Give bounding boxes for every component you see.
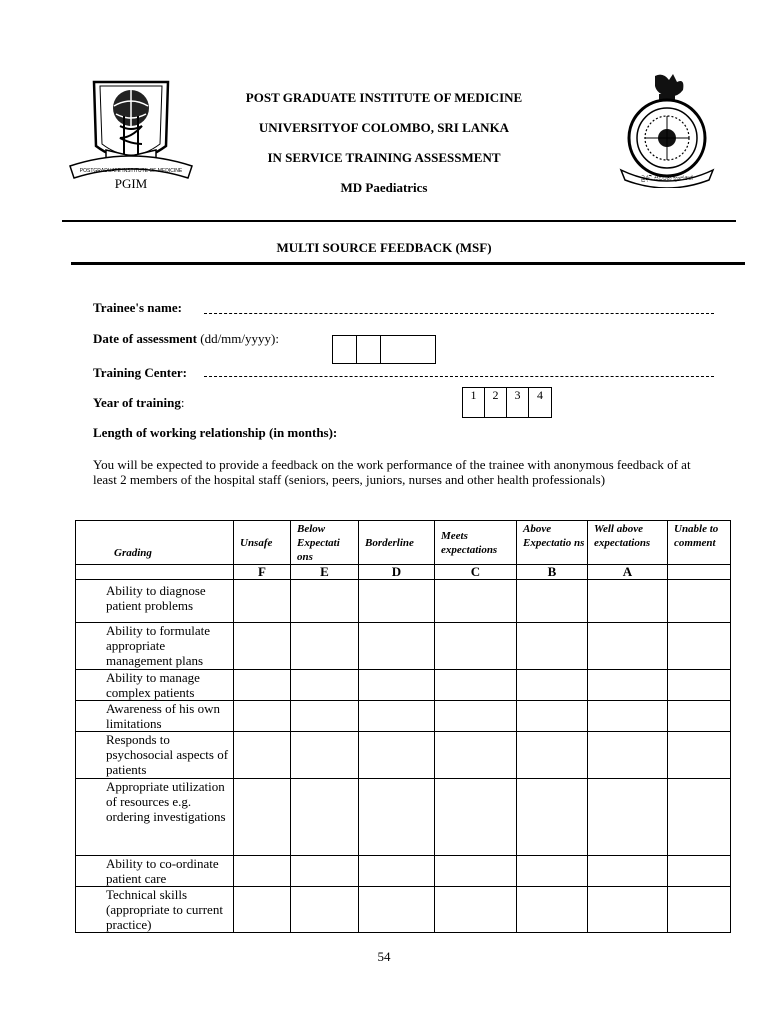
rating-cell[interactable] [234,670,291,701]
rating-cell[interactable] [291,623,359,670]
col-header-borderline: Borderline [359,521,435,565]
form-title: MULTI SOURCE FEEDBACK (MSF) [276,240,492,255]
grade-letter-a: A [588,565,668,580]
year-label-group [93,395,185,411]
rating-cell[interactable] [588,623,668,670]
col-header-unable: Unable to comment [668,521,731,565]
rating-cell[interactable] [435,701,517,732]
rating-cell[interactable] [435,887,517,933]
institute-name: POST GRADUATE INSTITUTE OF MEDICINE [245,90,523,105]
rating-cell[interactable] [517,732,588,779]
rating-cell[interactable] [668,887,731,933]
rating-cell[interactable] [517,701,588,732]
grading-table [75,520,731,933]
col-header-above: Above Expectatio ns [517,521,588,565]
table-row [76,887,731,933]
rating-cell[interactable] [517,779,588,856]
rating-cell[interactable] [517,580,588,623]
rating-cell[interactable] [359,670,435,701]
year-option-2[interactable]: 2 [485,388,507,417]
assessment-type: IN SERVICE TRAINING ASSESSMENT [267,150,501,165]
logo-pgim-text: PGIM [114,176,148,190]
rating-cell[interactable] [359,701,435,732]
grading-label: Grading [114,547,152,559]
grade-letter-d: D [359,565,435,580]
header-divider [62,220,736,222]
rating-cell[interactable] [359,779,435,856]
rating-cell[interactable] [517,670,588,701]
title-divider [71,262,745,265]
date-label-group [93,331,279,347]
col-header-unsafe: Unsafe [234,521,291,565]
letter-row [76,565,731,580]
criterion-label: Ability to manage complex patients [76,670,234,701]
programme-name: MD Paediatrics [340,180,428,195]
criterion-label: Awareness of his own limitations [76,701,234,732]
rating-cell[interactable] [359,580,435,623]
rating-cell[interactable] [359,887,435,933]
rating-cell[interactable] [291,732,359,779]
date-day-box[interactable] [333,336,357,363]
rating-cell[interactable] [234,887,291,933]
rating-cell[interactable] [435,856,517,887]
logo-motto-text: බුද්ධි සර්වත්‍ර භ්‍රාජතේ [640,175,694,182]
rating-cell[interactable] [668,856,731,887]
criterion-label: Ability to formulate appropriate management plans [76,623,234,670]
rating-cell[interactable] [517,887,588,933]
date-label: Date of assessment [93,331,197,346]
year-label: Year of training [93,395,181,410]
training-center-field[interactable] [204,376,714,377]
year-option-1[interactable]: 1 [463,388,485,417]
rating-cell[interactable] [291,580,359,623]
rating-cell[interactable] [588,779,668,856]
rating-cell[interactable] [668,580,731,623]
grade-letter-b: B [517,565,588,580]
grade-letter-unable [668,565,731,580]
rating-cell[interactable] [668,670,731,701]
col-header-well-above: Well above expectations [588,521,668,565]
rating-cell[interactable] [668,623,731,670]
grade-letter-f: F [234,565,291,580]
table-row [76,779,731,856]
rating-cell[interactable] [517,856,588,887]
date-format: (dd/mm/yyyy): [196,331,279,346]
criterion-label: Responds to psychosocial aspects of patients [76,732,234,779]
training-center-label: Training Center: [93,365,187,380]
rating-cell[interactable] [517,623,588,670]
rating-cell[interactable] [234,856,291,887]
rating-cell[interactable] [291,856,359,887]
table-row [76,580,731,623]
trainee-name-field[interactable] [204,313,714,314]
rating-cell[interactable] [668,779,731,856]
rating-cell[interactable] [588,580,668,623]
date-month-box[interactable] [357,336,381,363]
university-name: UNIVERSITYOF COLOMBO, SRI LANKA [258,120,510,135]
letter-row-spacer [76,565,234,580]
table-row [76,732,731,779]
rating-cell[interactable] [588,887,668,933]
rating-cell[interactable] [435,732,517,779]
rating-cell[interactable] [588,732,668,779]
date-input-boxes[interactable] [332,335,436,364]
grade-letter-c: C [435,565,517,580]
criterion-label: Technical skills (appropriate to current practice) [76,887,234,933]
header-row [76,521,731,565]
rating-cell[interactable] [291,779,359,856]
rating-cell[interactable] [435,623,517,670]
rating-cell[interactable] [291,701,359,732]
rating-cell[interactable] [588,670,668,701]
rating-cell[interactable] [359,623,435,670]
year-options[interactable] [462,387,552,418]
table-row [76,670,731,701]
rating-cell[interactable] [234,623,291,670]
year-colon: : [180,395,185,410]
length-relationship-label: Length of working relationship (in months): [93,425,338,440]
rating-cell[interactable] [435,670,517,701]
rating-cell[interactable] [668,732,731,779]
rating-cell[interactable] [291,670,359,701]
grade-letter-e: E [291,565,359,580]
table-row [76,856,731,887]
year-option-4[interactable]: 4 [537,388,543,402]
date-year-box[interactable] [381,336,435,363]
criterion-label: Ability to co-ordinate patient care [76,856,234,887]
instructions-paragraph: You will be expected to provide a feedback on the work performance of the trainee with anonymous feedback of at least 2 members of the hospital staff (seniors, peers, juniors, nurses and other health professionals) [93,457,691,487]
trainee-name-label: Trainee's name: [93,300,182,315]
table-row [76,701,731,732]
rating-cell[interactable] [234,779,291,856]
rating-cell[interactable] [234,701,291,732]
grading-header [76,521,234,565]
col-header-meets: Meets expectations [435,521,517,565]
table-row [76,623,731,670]
rating-cell[interactable] [435,580,517,623]
criterion-label: Ability to diagnose patient problems [76,580,234,623]
rating-cell[interactable] [668,701,731,732]
rating-cell[interactable] [588,856,668,887]
rating-cell[interactable] [291,887,359,933]
year-option-3[interactable]: 3 [507,388,529,417]
rating-cell[interactable] [588,701,668,732]
rating-cell[interactable] [435,779,517,856]
col-header-below: Below Expectati ons [291,521,359,565]
logo-banner-text: POSTGRADUATE INSTITUTE OF MEDICINE [79,168,183,174]
page-number: 54 [377,949,391,964]
criterion-label: Appropriate utilization of resources e.g. ordering investigations [76,779,234,856]
rating-cell[interactable] [359,732,435,779]
rating-cell[interactable] [234,732,291,779]
rating-cell[interactable] [234,580,291,623]
rating-cell[interactable] [359,856,435,887]
